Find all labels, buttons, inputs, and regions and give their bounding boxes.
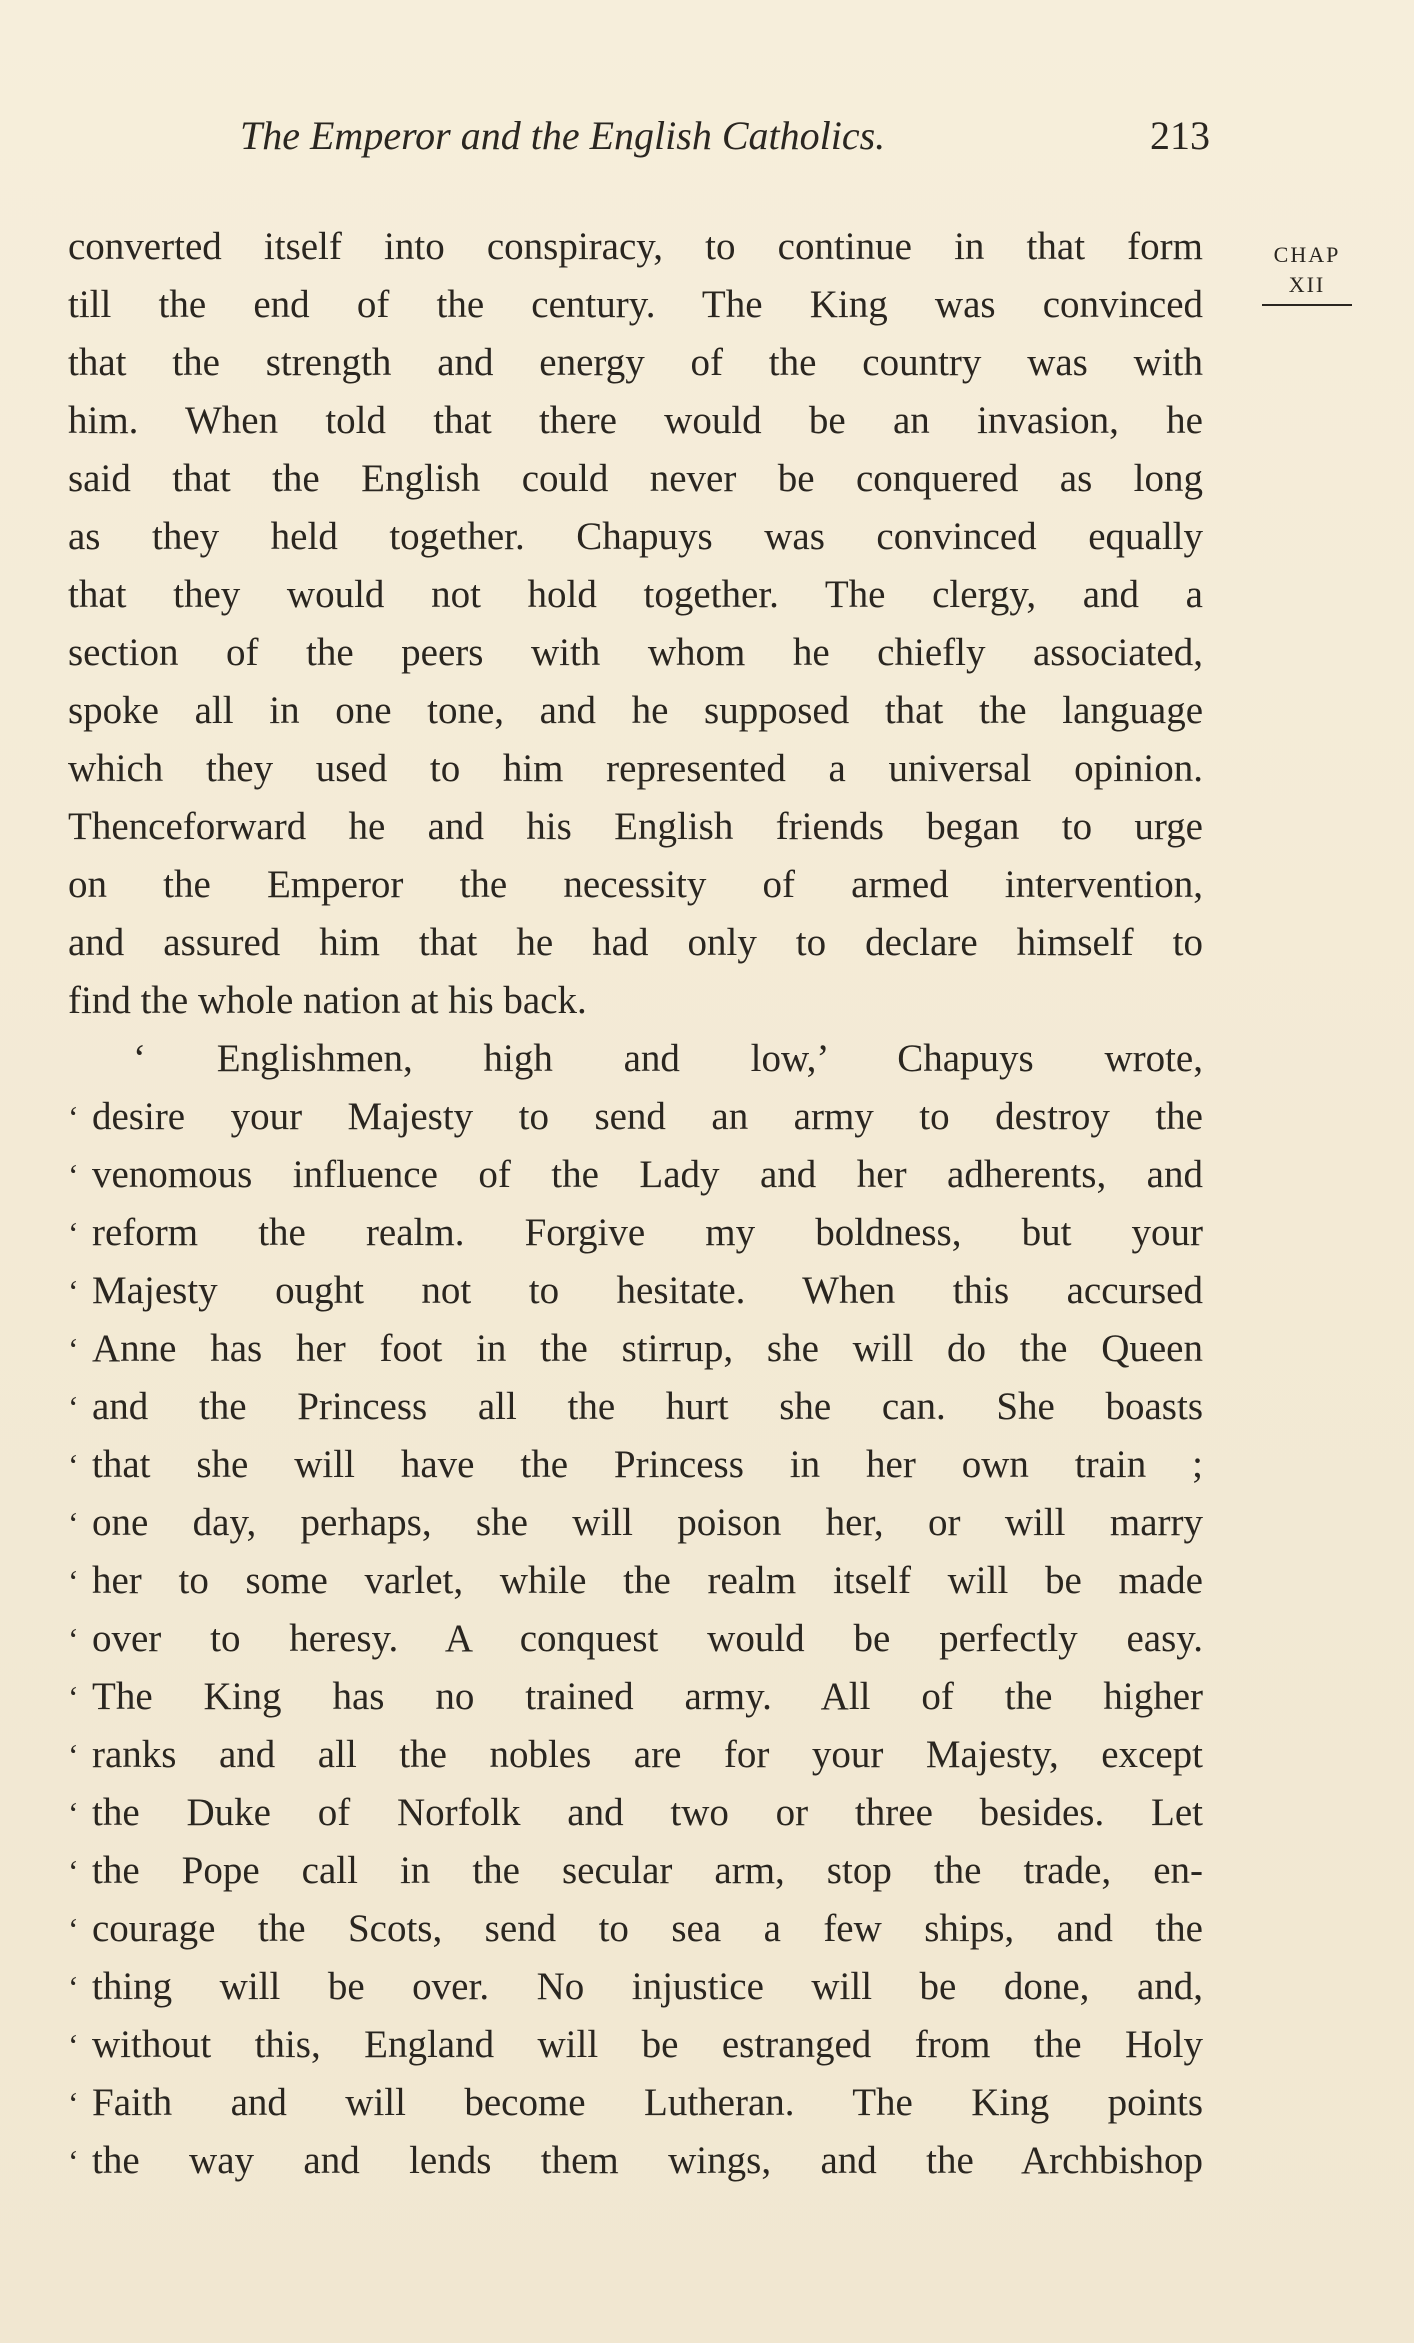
quote-mark: ‘	[68, 2027, 79, 2063]
quote-line	[68, 1204, 1203, 1262]
quote-line	[68, 2016, 1203, 2074]
text-line: and assured him that he had only to declare himself to	[68, 921, 1203, 964]
quote-line	[68, 1146, 1203, 1204]
quote-line	[68, 1262, 1203, 1320]
quote-line-text: courage the Scots, send to sea a few ships, and the	[92, 1907, 1203, 1950]
text-line: said that the English could never be conquered as long	[68, 457, 1203, 500]
text-line: till the end of the century. The King was convinced	[68, 283, 1203, 326]
quote-line	[68, 1958, 1203, 2016]
quote-mark: ‘	[68, 1853, 79, 1889]
text-line: section of the peers with whom he chiefly associated,	[68, 631, 1203, 674]
quote-mark: ‘	[68, 1911, 79, 1947]
page-number: 213	[1150, 113, 1210, 158]
quote-line-text: and the Princess all the hurt she can. She boasts	[92, 1385, 1203, 1428]
quote-mark: ‘	[68, 1795, 79, 1831]
quote-opening-line: ‘ Englishmen, high and low,’ Chapuys wrote,	[133, 1037, 1203, 1080]
quote-mark: ‘	[68, 2085, 79, 2121]
quote-line-text: The King has no trained army. All of the higher	[92, 1675, 1203, 1718]
text-line: which they used to him represented a universal opinion.	[68, 747, 1203, 790]
quote-mark: ‘	[68, 1621, 79, 1657]
quote-line	[68, 1436, 1203, 1494]
body-text	[68, 218, 1203, 2190]
quote-mark: ‘	[68, 1273, 79, 1309]
text-line: spoke all in one tone, and he supposed that the language	[68, 689, 1203, 732]
quote-line-text: the Pope call in the secular arm, stop the trade, en-	[92, 1849, 1203, 1892]
quote-line-text: one day, perhaps, she will poison her, or will marry	[92, 1501, 1203, 1544]
quote-line-text: Majesty ought not to hesitate. When this accursed	[92, 1269, 1203, 1312]
quote-mark: ‘	[68, 1563, 79, 1599]
quote-line	[68, 1610, 1203, 1668]
quote-line	[68, 2074, 1203, 2132]
quote-line-text: over to heresy. A conquest would be perfectly easy.	[92, 1617, 1203, 1660]
quote-line	[68, 1088, 1203, 1146]
quote-line	[68, 1900, 1203, 1958]
text-line: as they held together. Chapuys was convinced equally	[68, 515, 1203, 558]
quote-line-text: Faith and will become Lutheran. The King points	[92, 2081, 1203, 2124]
text-line: converted itself into conspiracy, to continue in that form	[68, 225, 1203, 268]
quote-line-text: the Duke of Norfolk and two or three besides. Let	[92, 1791, 1203, 1834]
quote-mark: ‘	[68, 1389, 79, 1425]
text-line: that the strength and energy of the country was with	[68, 341, 1203, 384]
quote-line	[68, 1784, 1203, 1842]
quote-mark: ‘	[68, 1969, 79, 2005]
quote-mark: ‘	[68, 1215, 79, 1251]
quote-line-text: desire your Majesty to send an army to destroy the	[92, 1095, 1203, 1138]
quote-line	[68, 1668, 1203, 1726]
quote-line	[68, 1842, 1203, 1900]
quote-line	[68, 2132, 1203, 2190]
text-line: that they would not hold together. The clergy, and a	[68, 573, 1203, 616]
quote-mark: ‘	[68, 1679, 79, 1715]
quote-mark: ‘	[68, 1157, 79, 1193]
quote-line-text: her to some varlet, while the realm itself will be made	[92, 1559, 1203, 1602]
quote-line	[68, 1552, 1203, 1610]
quote-line-text: ranks and all the nobles are for your Majesty, except	[92, 1733, 1203, 1776]
quote-line-text: without this, England will be estranged from the Holy	[92, 2023, 1203, 2066]
chapter-label: CHAP	[1273, 242, 1341, 267]
running-title: The Emperor and the English Catholics.	[240, 113, 886, 158]
quote-mark: ‘	[68, 1331, 79, 1367]
quote-line	[68, 1378, 1203, 1436]
quote-line-text: thing will be over. No injustice will be done, and,	[92, 1965, 1203, 2008]
quote-line-text: reform the realm. Forgive my boldness, but your	[92, 1211, 1203, 1254]
quote-mark: ‘	[68, 1505, 79, 1541]
quote-mark: ‘	[68, 2143, 79, 2179]
text-line: him. When told that there would be an invasion, he	[68, 399, 1203, 442]
quote-line	[68, 1494, 1203, 1552]
quote-line	[68, 1726, 1203, 1784]
text-line: on the Emperor the necessity of armed intervention,	[68, 863, 1203, 906]
sidenote-rule	[1262, 304, 1352, 306]
quote-line-text: the way and lends them wings, and the Archbishop	[92, 2139, 1203, 2182]
quote-line-text: that she will have the Princess in her own train ;	[92, 1443, 1203, 1486]
quote-line-text: venomous influence of the Lady and her adherents, and	[92, 1153, 1203, 1196]
quote-mark: ‘	[68, 1447, 79, 1483]
text-line: Thenceforward he and his English friends began to urge	[68, 805, 1203, 848]
paragraph-end-line: find the whole nation at his back.	[68, 979, 587, 1022]
quote-mark: ‘	[68, 1099, 79, 1135]
running-head	[240, 112, 1210, 172]
chapter-number: XII	[1288, 272, 1326, 297]
quote-mark: ‘	[68, 1737, 79, 1773]
quote-line	[68, 1320, 1203, 1378]
chapter-sidenote	[1262, 240, 1352, 306]
quote-line-text: Anne has her foot in the stirrup, she will do the Queen	[92, 1327, 1203, 1370]
